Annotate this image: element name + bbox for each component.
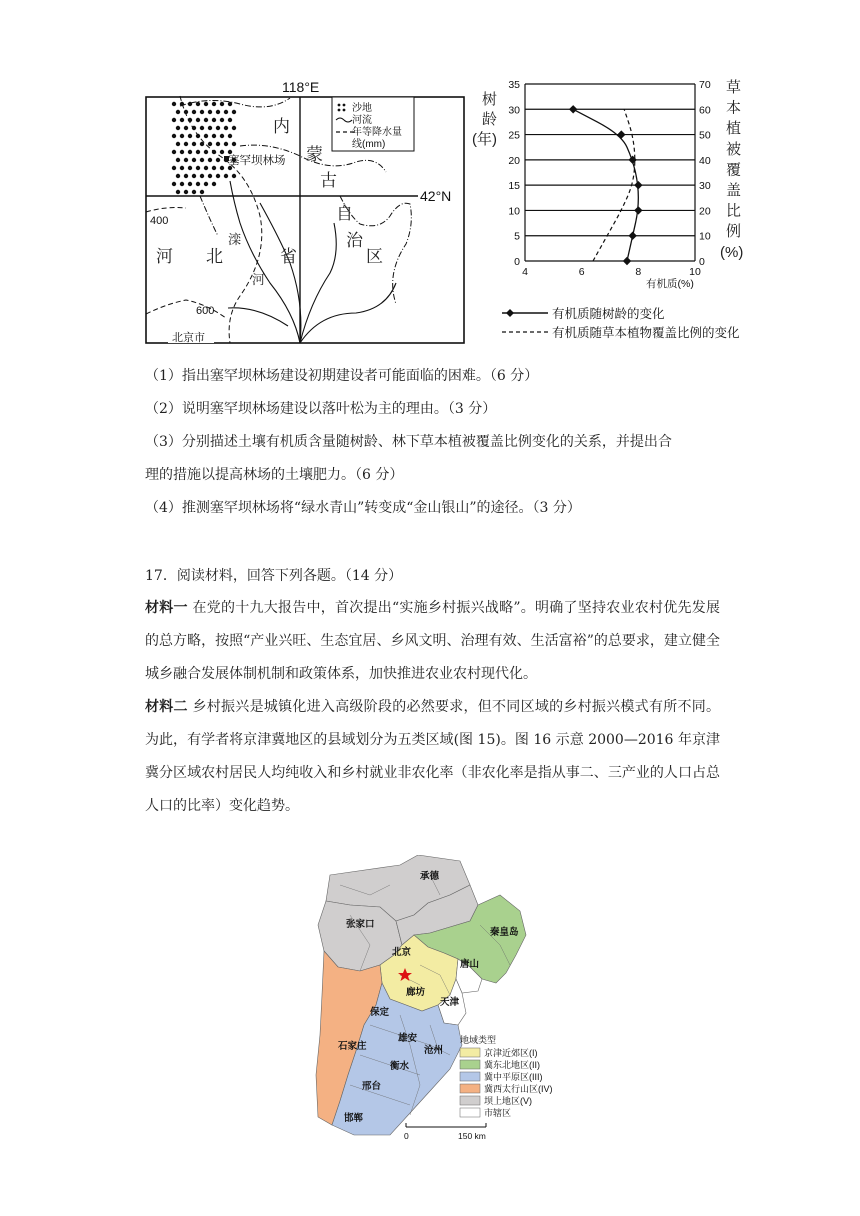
sand-dot <box>184 158 188 162</box>
sand-dot <box>204 102 208 106</box>
material-2 <box>145 691 720 823</box>
data-point-tree-age <box>569 105 577 113</box>
sand-dot <box>212 118 216 122</box>
legend-item: 冀西太行山区(IV) <box>484 1084 553 1094</box>
right-axis-label-char: 被 <box>726 140 742 158</box>
sand-dot <box>188 134 192 138</box>
legend-solid-label: 有机质随树龄的变化 <box>552 307 665 321</box>
city-chengde: 承德 <box>420 871 440 882</box>
right-axis-label-char: 例 <box>726 223 742 241</box>
sand-dot <box>216 158 220 162</box>
right-axis-label <box>720 78 743 261</box>
sand-dot <box>184 174 188 178</box>
farm-label: 塞罕坝林场 <box>228 155 286 167</box>
sand-dot <box>212 182 216 186</box>
sand-dot <box>200 158 204 162</box>
sand-dot <box>196 102 200 106</box>
material-1 <box>145 592 720 691</box>
y-right-tick-label: 70 <box>699 79 711 91</box>
river-char: 河 <box>252 272 266 287</box>
sand-dot <box>228 150 232 154</box>
city-shijiazhuang: 石家庄 <box>338 1041 367 1052</box>
sand-dot <box>216 174 220 178</box>
province-char: 省 <box>280 247 297 266</box>
river-char: 滦 <box>228 232 242 247</box>
city-xiongan: 雄安 <box>398 1033 418 1044</box>
region-char: 内 <box>273 117 290 136</box>
jingjinji-map <box>310 855 560 1145</box>
region-char: 区 <box>366 247 383 266</box>
x-tick-label: 10 <box>689 266 701 278</box>
sand-dot <box>220 118 224 122</box>
sand-dot <box>220 166 224 170</box>
region-char: 蒙 <box>306 145 323 164</box>
right-axis-label-char: 比 <box>726 202 742 220</box>
sand-dot <box>180 150 184 154</box>
sand-dot <box>228 118 232 122</box>
sand-dot <box>228 134 232 138</box>
data-point-tree-age <box>634 206 642 214</box>
city-qinhuangdao: 秦皇岛 <box>490 927 519 938</box>
legend-dashed-label: 有机质随草本植物覆盖比例的变化 <box>552 326 740 340</box>
material-2-text: 乡村振兴是城镇化进入高级阶段的必然要求，但不同区域的乡村振兴模式有所不同。为此，有学者将京津冀地区的县域划分为五类区域(图 15)。图 16 示意 2000—2016 年京津冀分区域农村居民人均纯收入和乡村就业非农化率（非农化率是指从事二、三产业的人口占总人口的比率）变化趋势。 <box>145 699 721 814</box>
region-char: 治 <box>346 231 363 250</box>
saihanba-map <box>140 76 470 346</box>
legend-title: 地域类型 <box>460 1035 497 1045</box>
city-tianjin: 天津 <box>440 997 460 1008</box>
city-langfang: 廊坊 <box>406 987 426 998</box>
sand-dot <box>176 158 180 162</box>
y-left-tick-label: 35 <box>508 79 520 91</box>
sand-dot <box>208 158 212 162</box>
sand-dot <box>184 142 188 146</box>
sand-dot <box>172 102 176 106</box>
sand-dot <box>196 182 200 186</box>
province-char: 北 <box>206 247 223 266</box>
legend-sand: 沙地 <box>352 103 372 114</box>
sand-dot <box>204 134 208 138</box>
sand-dot <box>224 142 228 146</box>
sand-dot <box>224 126 228 130</box>
right-axis-label-char: 本 <box>726 99 742 117</box>
legend-item: 坝上地区(V) <box>484 1096 532 1106</box>
left-axis-label-char: 树 <box>482 91 498 108</box>
sand-dot <box>176 110 180 114</box>
question-2: （2）说明塞罕坝林场建设以落叶松为主的理由。（3 分） <box>145 401 497 417</box>
region-char: 古 <box>320 171 337 190</box>
sand-dot <box>208 142 212 146</box>
data-point-tree-age <box>634 181 642 189</box>
sand-dot <box>204 118 208 122</box>
sand-dot <box>200 174 204 178</box>
legend-item: 冀东北地区(II) <box>484 1060 540 1070</box>
question-3-line2: 理的措施以提高林场的土壤肥力。（6 分） <box>145 467 404 483</box>
city-baoding: 保定 <box>370 1007 390 1018</box>
legend-river: 河流 <box>352 115 372 126</box>
sand-dot <box>212 134 216 138</box>
sand-dot <box>172 134 176 138</box>
sand-dot <box>192 190 196 194</box>
organic-matter-chart <box>470 76 770 346</box>
lon-label: 118°E <box>282 79 320 95</box>
sand-dot <box>220 102 224 106</box>
sand-dot <box>192 110 196 114</box>
right-axis-label-char: 草 <box>726 79 742 96</box>
sand-dot <box>192 142 196 146</box>
scale-label: 150 km <box>458 1131 486 1141</box>
right-axis-label-char: (%) <box>720 243 744 261</box>
sand-dot <box>180 118 184 122</box>
sand-dot <box>216 142 220 146</box>
isohyet-600: 600 <box>196 305 215 317</box>
sand-dot <box>188 182 192 186</box>
city-hengshui: 衡水 <box>390 1061 410 1072</box>
right-axis-label-char: 植 <box>726 120 742 138</box>
x-tick-label: 6 <box>578 266 585 278</box>
y-right-tick-label: 50 <box>699 129 711 142</box>
sand-dot <box>220 134 224 138</box>
sand-dot <box>172 182 176 186</box>
city-label: 北京市 <box>172 332 205 344</box>
y-right-tick-label: 30 <box>699 180 711 193</box>
sand-dot <box>180 182 184 186</box>
sand-dot <box>188 150 192 154</box>
sand-dot <box>180 134 184 138</box>
sand-dot <box>204 150 208 154</box>
sand-dot <box>192 174 196 178</box>
y-left-tick-label: 5 <box>514 230 520 243</box>
x-axis-label: 有机质(%) <box>646 278 694 290</box>
question-4: （4）推测塞罕坝林场将“绿水青山”转变成“金山银山”的途径。（3 分） <box>145 500 581 516</box>
sand-dot <box>220 150 224 154</box>
right-axis-label-char: 覆 <box>726 161 742 179</box>
legend-item: 京津近郊区(I) <box>484 1048 538 1058</box>
sand-dot <box>176 126 180 130</box>
sand-dot <box>196 166 200 170</box>
material-2-label: 材料二 <box>145 699 188 715</box>
sand-dot <box>212 166 216 170</box>
city-zhangjiakou: 张家口 <box>346 919 375 930</box>
y-right-tick-label: 60 <box>699 104 711 117</box>
sand-dot <box>232 142 236 146</box>
sand-dot <box>216 110 220 114</box>
chart-legend <box>502 306 740 340</box>
material-1-label: 材料一 <box>145 600 188 616</box>
sand-dot <box>188 166 192 170</box>
sand-dot <box>184 190 188 194</box>
left-axis-label-char: 龄 <box>482 111 498 128</box>
city-cangzhou: 沧州 <box>424 1045 444 1056</box>
chart-grid <box>525 84 695 261</box>
sand-dot <box>172 150 176 154</box>
sand-dot <box>200 110 204 114</box>
sand-dot <box>196 150 200 154</box>
material-1-text: 在党的十九大报告中，首次提出“实施乡村振兴战略”。明确了坚持农业农村优先发展的总方略，按照“产业兴旺、生态宜居、乡风文明、治理有效、生活富裕”的总要求，建立健全城乡融合发展体制机制和政策体系，加快推进农业农村现代化。 <box>145 600 720 682</box>
sand-dot <box>192 158 196 162</box>
sand-dot <box>208 110 212 114</box>
sand-dot <box>232 174 236 178</box>
sand-dot <box>196 118 200 122</box>
sand-dot <box>172 118 176 122</box>
legend-isohyet: 年等降水量 <box>352 127 402 138</box>
question-1: （1）指出塞罕坝林场建设初期建设者可能面临的困难。（6 分） <box>145 368 539 384</box>
sand-dot <box>176 142 180 146</box>
sand-dot <box>224 174 228 178</box>
data-point-tree-age <box>628 232 636 240</box>
sand-dot <box>176 174 180 178</box>
left-axis-label-char: (年) <box>472 131 497 148</box>
y-left-tick-label: 30 <box>508 104 520 117</box>
y-right-tick-label: 40 <box>699 154 711 167</box>
x-tick-label: 4 <box>522 266 528 278</box>
legend-item: 冀中平原区(III) <box>484 1072 543 1082</box>
y-left-tick-label: 15 <box>508 180 520 193</box>
y-right-tick-label: 10 <box>699 230 711 243</box>
y-right-tick-label: 20 <box>699 205 711 218</box>
province-char: 河 <box>156 247 173 266</box>
city-handan: 邯郸 <box>344 1113 364 1124</box>
sand-dot <box>184 126 188 130</box>
right-axis-label-char: 盖 <box>726 182 742 199</box>
data-point-tree-age <box>617 130 625 138</box>
sand-dot <box>208 174 212 178</box>
y-left-tick-label: 10 <box>508 205 520 218</box>
sand-dot <box>212 102 216 106</box>
data-point-tree-age <box>623 257 631 265</box>
sand-dot <box>176 190 180 194</box>
y-left-tick-label: 0 <box>514 256 520 268</box>
legend-isohyet-unit: 线(mm) <box>352 139 386 150</box>
legend-item: 市辖区 <box>484 1108 512 1118</box>
sand-dot <box>208 126 212 130</box>
sand-dot <box>232 126 236 130</box>
sand-dot <box>204 182 208 186</box>
city-beijing: 北京 <box>392 947 412 958</box>
data-point-tree-age <box>628 156 636 164</box>
sand-dot <box>172 166 176 170</box>
sand-dot <box>224 110 228 114</box>
sand-dot <box>204 166 208 170</box>
question-3-line1: （3）分别描述土壤有机质含量随树龄、林下草本植被覆盖比例变化的关系，并提出合 <box>145 434 672 450</box>
city-tangshan: 唐山 <box>460 959 480 970</box>
sand-dot <box>180 166 184 170</box>
q17-title: 17．阅读材料，回答下列各题。（14 分） <box>145 568 403 584</box>
y-left-tick-label: 25 <box>508 129 520 142</box>
city-xingtai: 邢台 <box>362 1081 382 1092</box>
sand-dot <box>200 126 204 130</box>
y-left-tick-label: 20 <box>508 154 520 167</box>
lat-label: 42°N <box>420 188 452 204</box>
x-tick-label: 8 <box>635 266 642 278</box>
region-char: 自 <box>336 204 353 223</box>
sand-dot <box>232 110 236 114</box>
isohyet-400: 400 <box>150 215 169 227</box>
sand-dot <box>200 190 204 194</box>
y-right-tick-label: 0 <box>699 256 705 268</box>
sand-dot <box>216 126 220 130</box>
scale-zero: 0 <box>404 1131 409 1141</box>
